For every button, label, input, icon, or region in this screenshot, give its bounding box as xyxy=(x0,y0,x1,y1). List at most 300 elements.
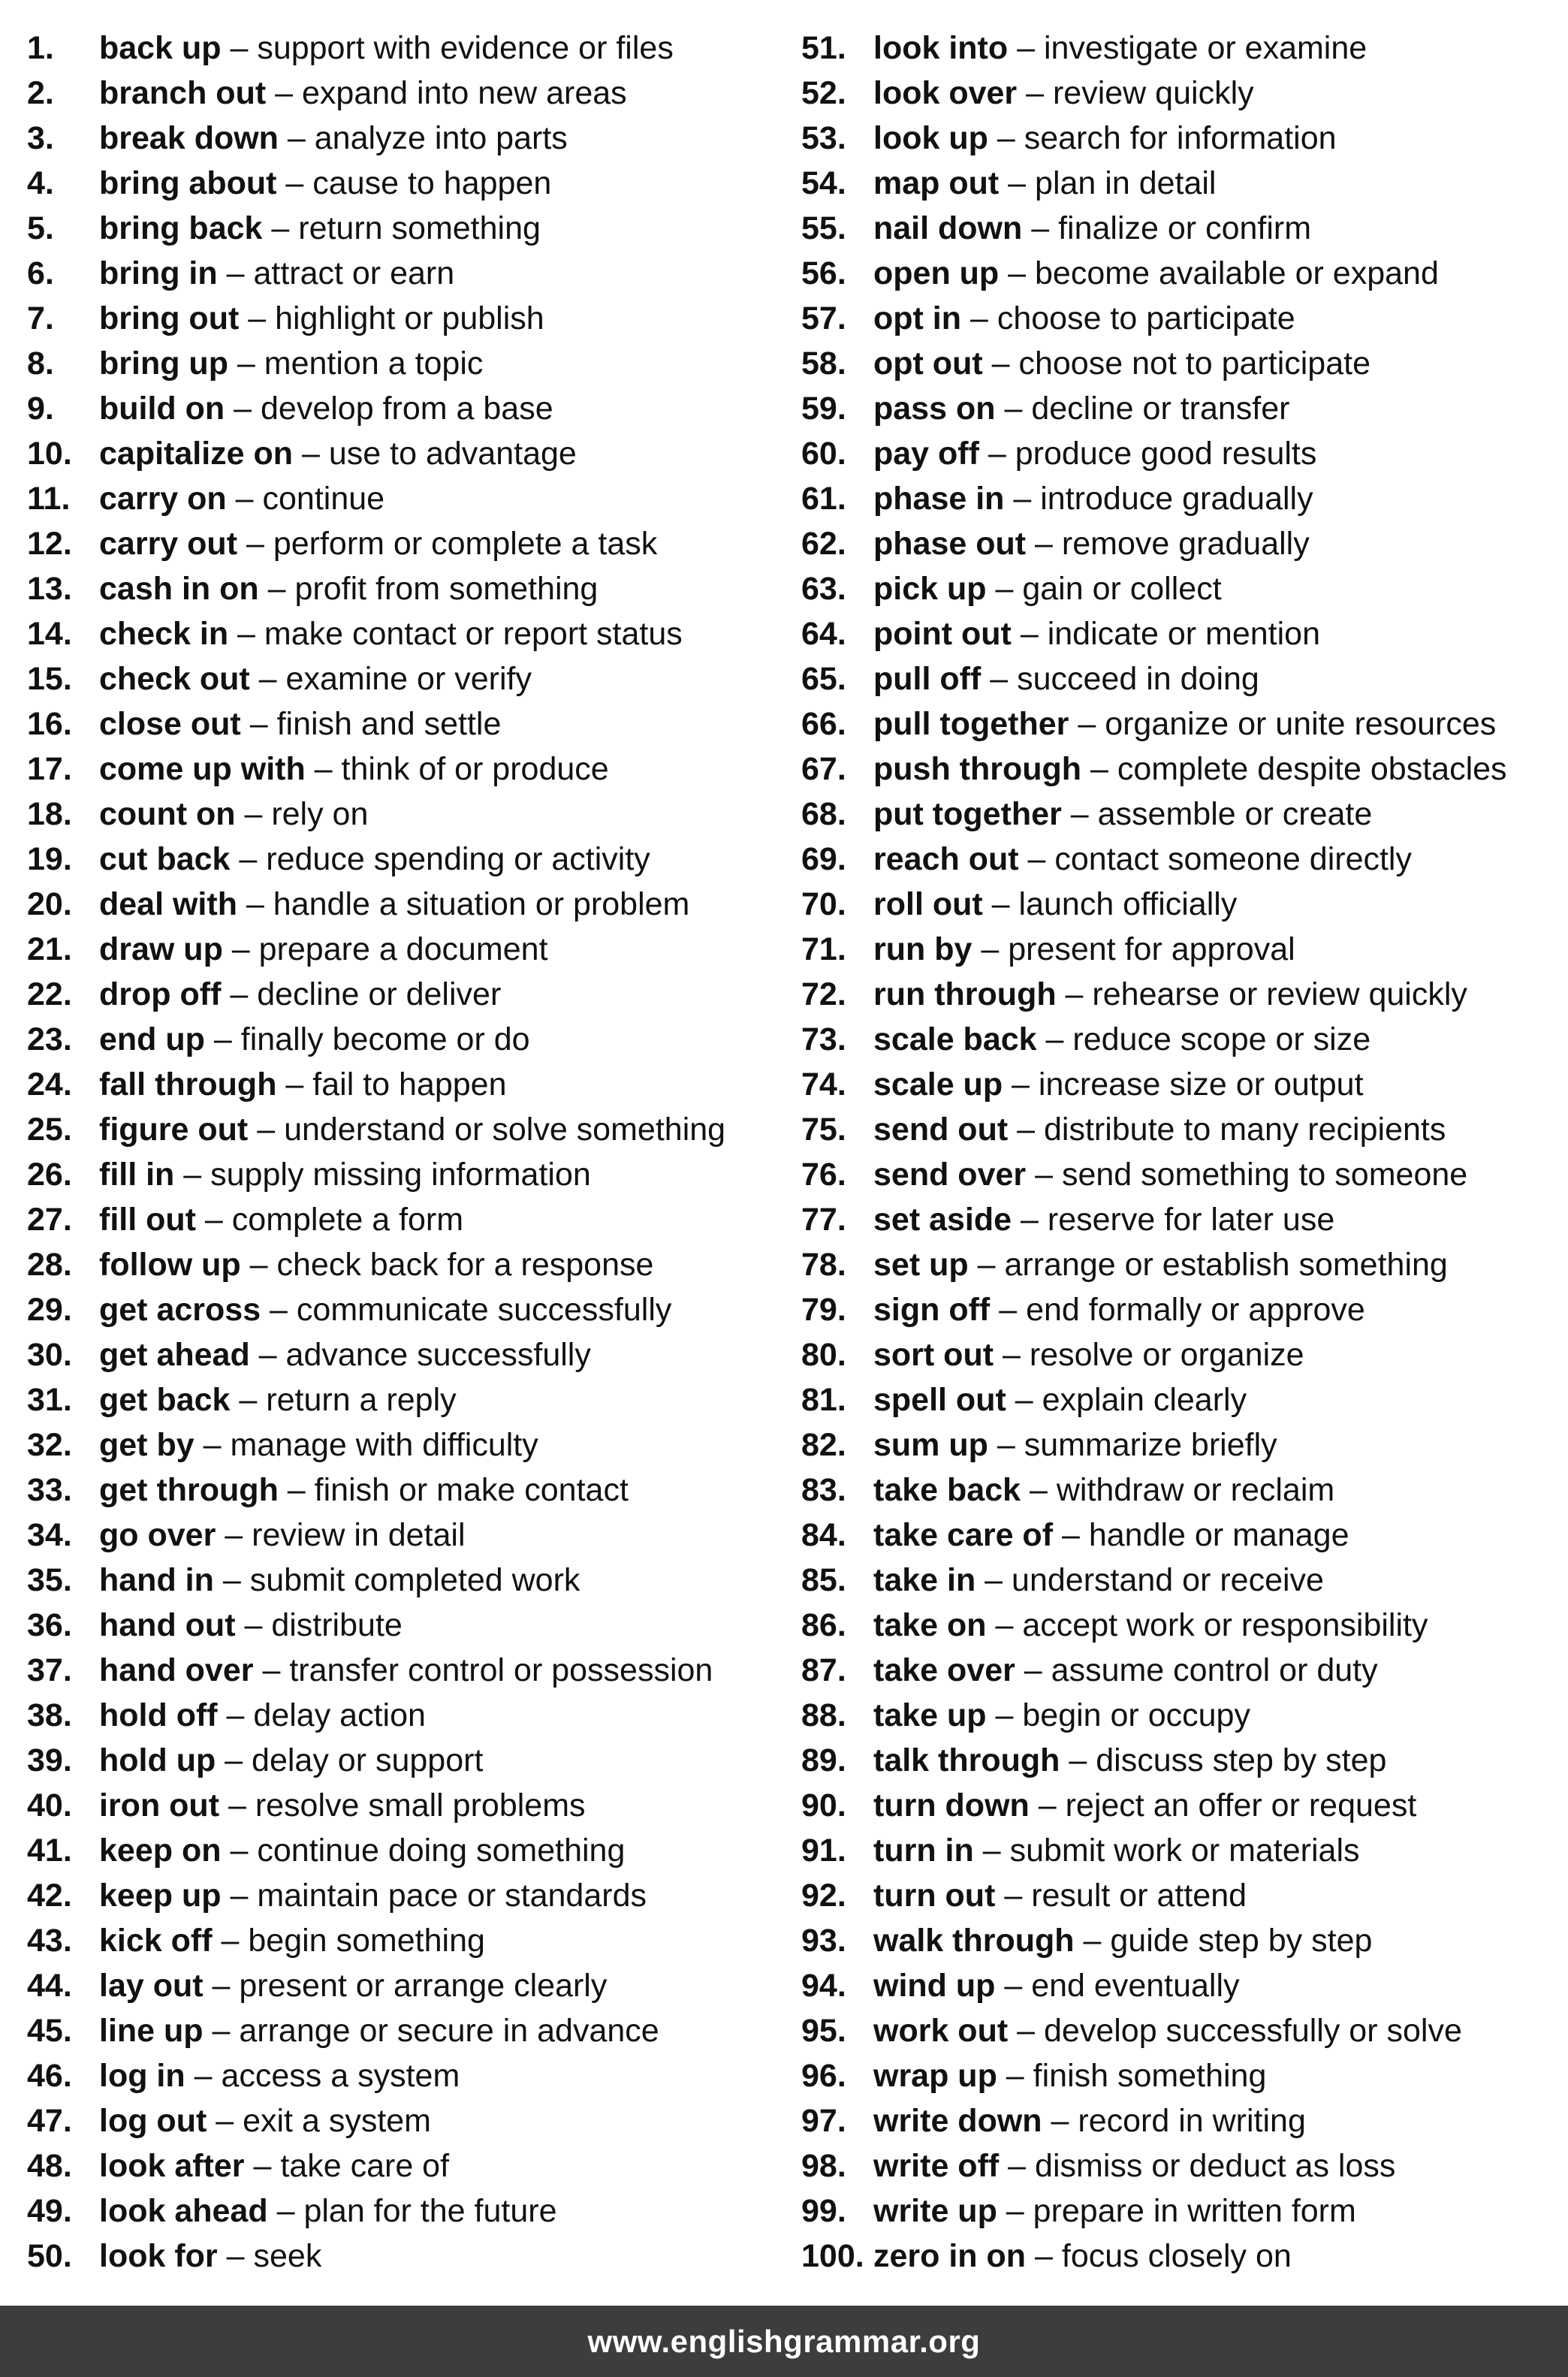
list-item xyxy=(801,927,1560,972)
definition: result or attend xyxy=(1031,1877,1247,1914)
item-number: 3. xyxy=(27,119,54,156)
definition: arrange or secure in advance xyxy=(239,2012,659,2049)
dash-separator: – xyxy=(1012,1201,1048,1238)
phrasal-verb: hand in xyxy=(99,1561,214,1598)
list-item xyxy=(801,972,1560,1017)
definition: plan for the future xyxy=(303,2192,557,2229)
definition: assume control or duty xyxy=(1051,1652,1378,1688)
item-number: 2. xyxy=(27,74,54,111)
definition: understand or solve something xyxy=(284,1111,726,1148)
list-item xyxy=(801,2098,1560,2143)
phrasal-verb: follow up xyxy=(99,1246,241,1283)
dash-separator: – xyxy=(1018,840,1055,877)
list-item xyxy=(801,1738,1560,1783)
definition: return a reply xyxy=(266,1381,457,1418)
list-item xyxy=(801,1693,1560,1738)
dash-separator: – xyxy=(276,1066,313,1103)
phrasal-verb: go over xyxy=(99,1516,216,1553)
phrasal-verb: look for xyxy=(99,2237,218,2274)
definition: resolve small problems xyxy=(255,1787,586,1823)
phrasal-verb: look over xyxy=(873,74,1018,111)
right-column xyxy=(801,26,1560,2279)
phrasal-verb: run through xyxy=(873,976,1057,1012)
item-number: 58. xyxy=(801,345,846,382)
dash-separator: – xyxy=(174,1156,211,1193)
definition: continue xyxy=(262,480,385,517)
item-number: 15. xyxy=(27,660,72,697)
list-item xyxy=(27,71,778,116)
phrasal-verb: log in xyxy=(99,2057,185,2094)
definition: summarize briefly xyxy=(1024,1426,1277,1463)
dash-separator: – xyxy=(1074,1922,1111,1959)
phrasal-verb: close out xyxy=(99,705,241,742)
list-item xyxy=(27,116,778,161)
definition: understand or receive xyxy=(1012,1561,1324,1598)
list-item xyxy=(27,521,778,566)
item-number: 54. xyxy=(801,164,846,201)
dash-separator: – xyxy=(1061,795,1098,832)
dash-separator: – xyxy=(1053,1516,1089,1553)
dash-separator: – xyxy=(1008,29,1044,66)
item-number: 47. xyxy=(27,2102,72,2139)
dash-separator: – xyxy=(1056,976,1093,1012)
dash-separator: – xyxy=(1011,615,1048,652)
definition: choose to participate xyxy=(997,300,1295,336)
dash-separator: – xyxy=(212,1922,249,1959)
phrasal-verb: talk through xyxy=(873,1742,1060,1778)
dash-separator: – xyxy=(1042,2102,1078,2139)
dash-separator: – xyxy=(961,300,997,336)
dash-separator: – xyxy=(293,435,329,472)
item-number: 26. xyxy=(27,1156,72,1193)
list-item xyxy=(27,1107,778,1152)
definition: choose not to participate xyxy=(1018,345,1370,382)
dash-separator: – xyxy=(968,1246,1005,1283)
item-number: 37. xyxy=(27,1652,72,1688)
phrasal-verb: take care of xyxy=(873,1516,1054,1553)
dash-separator: – xyxy=(276,164,313,201)
dash-separator: – xyxy=(1026,525,1062,562)
definition: transfer control or possession xyxy=(289,1652,713,1688)
phrasal-verb: build on xyxy=(99,390,225,427)
definition: send something to someone xyxy=(1061,1156,1468,1193)
dash-separator: – xyxy=(995,1877,1032,1914)
phrasal-verb: look up xyxy=(873,119,988,156)
item-number: 100. xyxy=(801,2237,864,2274)
dash-separator: – xyxy=(1029,1787,1066,1823)
list-item xyxy=(27,1963,778,2008)
definition: submit work or materials xyxy=(1009,1832,1360,1869)
list-item xyxy=(801,71,1560,116)
definition: end formally or approve xyxy=(1026,1291,1365,1328)
list-item xyxy=(801,161,1560,206)
phrasal-verb: take over xyxy=(873,1652,1015,1688)
dash-separator: – xyxy=(978,435,1015,472)
list-item xyxy=(801,2008,1560,2053)
list-item xyxy=(27,2188,778,2234)
list-item xyxy=(801,1197,1560,1242)
item-number: 39. xyxy=(27,1742,72,1778)
dash-separator: – xyxy=(216,1516,252,1553)
item-number: 93. xyxy=(801,1922,846,1959)
definition: finalize or confirm xyxy=(1058,210,1312,246)
phrasal-verb: scale up xyxy=(873,1066,1003,1103)
list-item xyxy=(27,1513,778,1558)
definition: become available or expand xyxy=(1035,255,1439,291)
definition: complete a form xyxy=(231,1201,464,1238)
item-number: 29. xyxy=(27,1291,72,1328)
dash-separator: – xyxy=(1026,2237,1062,2274)
phrasal-verb: get back xyxy=(99,1381,231,1418)
phrasal-verb: fall through xyxy=(99,1066,277,1103)
phrasal-verb: draw up xyxy=(99,931,223,967)
list-item xyxy=(27,1242,778,1287)
dash-separator: – xyxy=(1022,210,1059,246)
phrasal-verb: take back xyxy=(873,1471,1021,1508)
list-item xyxy=(801,1062,1560,1107)
item-number: 9. xyxy=(27,390,54,427)
dash-separator: – xyxy=(266,74,302,111)
phrasal-verb: turn down xyxy=(873,1787,1030,1823)
dash-separator: – xyxy=(261,1291,297,1328)
phrasal-verb: opt out xyxy=(873,345,983,382)
phrasal-verb: check in xyxy=(99,615,229,652)
list-item xyxy=(801,2143,1560,2188)
dash-separator: – xyxy=(1081,750,1117,787)
list-item xyxy=(801,1648,1560,1693)
dash-separator: – xyxy=(219,1787,255,1823)
list-item xyxy=(27,972,778,1017)
item-number: 73. xyxy=(801,1021,846,1057)
item-number: 30. xyxy=(27,1336,72,1373)
definition: perform or complete a task xyxy=(273,525,658,562)
footer-bar xyxy=(0,2306,1568,2377)
list-item xyxy=(27,1332,778,1377)
item-number: 31. xyxy=(27,1381,72,1418)
item-number: 84. xyxy=(801,1516,846,1553)
item-number: 46. xyxy=(27,2057,72,2094)
definition: resolve or organize xyxy=(1029,1336,1304,1373)
definition: maintain pace or standards xyxy=(257,1877,647,1914)
item-number: 24. xyxy=(27,1066,72,1103)
list-item xyxy=(801,1287,1560,1332)
definition: finally become or do xyxy=(240,1021,530,1057)
item-number: 86. xyxy=(801,1606,846,1643)
list-item xyxy=(27,1468,778,1513)
list-item xyxy=(27,1873,778,1918)
phrasal-verb: pull together xyxy=(873,705,1069,742)
definition: use to advantage xyxy=(328,435,577,472)
item-number: 82. xyxy=(801,1426,846,1463)
dash-separator: – xyxy=(975,1561,1012,1598)
list-item xyxy=(27,611,778,656)
list-item xyxy=(801,341,1560,386)
phrasal-verb: look after xyxy=(99,2147,245,2184)
phrasal-verb: send over xyxy=(873,1156,1027,1193)
phrasal-verb: hold off xyxy=(99,1697,218,1733)
phrasal-verb: fill out xyxy=(99,1201,196,1238)
phrasal-verb: write off xyxy=(873,2147,1000,2184)
definition: think of or produce xyxy=(341,750,609,787)
item-number: 99. xyxy=(801,2192,846,2229)
list-item xyxy=(27,1558,778,1603)
list-item xyxy=(27,2098,778,2143)
dash-separator: – xyxy=(217,255,254,291)
phrasal-verb: hold up xyxy=(99,1742,216,1778)
list-item xyxy=(801,1828,1560,1873)
item-number: 25. xyxy=(27,1111,72,1148)
dash-separator: – xyxy=(997,2057,1033,2094)
item-number: 22. xyxy=(27,976,72,1012)
list-item xyxy=(27,882,778,927)
dash-separator: – xyxy=(1036,1021,1073,1057)
definition: indicate or mention xyxy=(1047,615,1321,652)
phrasal-verb: set aside xyxy=(873,1201,1012,1238)
item-number: 55. xyxy=(801,210,846,246)
phrasal-verb: look ahead xyxy=(99,2192,268,2229)
item-number: 42. xyxy=(27,1877,72,1914)
phrasal-verb: count on xyxy=(99,795,236,832)
definition: assemble or create xyxy=(1097,795,1373,832)
item-number: 49. xyxy=(27,2192,72,2229)
item-number: 34. xyxy=(27,1516,72,1553)
item-number: 27. xyxy=(27,1201,72,1238)
phrasal-verb: wind up xyxy=(873,1967,996,2004)
phrasal-verb: sort out xyxy=(873,1336,994,1373)
definition: develop from a base xyxy=(260,390,553,427)
list-item xyxy=(801,2053,1560,2098)
dash-separator: – xyxy=(249,1336,286,1373)
dash-separator: – xyxy=(990,1291,1027,1328)
item-number: 75. xyxy=(801,1111,846,1148)
dash-separator: – xyxy=(278,119,315,156)
list-item xyxy=(27,1738,778,1783)
item-number: 40. xyxy=(27,1787,72,1823)
dash-separator: – xyxy=(226,480,263,517)
phrasal-verb: drop off xyxy=(99,976,222,1012)
list-item xyxy=(27,1693,778,1738)
dash-separator: – xyxy=(1026,1156,1062,1193)
item-number: 6. xyxy=(27,255,54,291)
definition: finish or make contact xyxy=(314,1471,629,1508)
phrasal-verb: bring in xyxy=(99,255,218,291)
dash-separator: – xyxy=(986,570,1023,607)
phrasal-verb: capitalize on xyxy=(99,435,294,472)
item-number: 90. xyxy=(801,1787,846,1823)
phrasal-verb: open up xyxy=(873,255,1000,291)
list-item xyxy=(27,1648,778,1693)
definition: attract or earn xyxy=(253,255,455,291)
definition: prepare a document xyxy=(258,931,548,967)
phrasal-verb: keep up xyxy=(99,1877,222,1914)
definition: submit completed work xyxy=(249,1561,580,1598)
definition: reject an offer or request xyxy=(1065,1787,1417,1823)
list-item xyxy=(27,206,778,251)
definition: expand into new areas xyxy=(301,74,627,111)
phrasal-verb: sum up xyxy=(873,1426,988,1463)
definition: contact someone directly xyxy=(1054,840,1412,877)
dash-separator: – xyxy=(204,1021,241,1057)
definition: finish something xyxy=(1033,2057,1267,2094)
dash-separator: – xyxy=(1006,1381,1042,1418)
item-number: 28. xyxy=(27,1246,72,1283)
phrasal-verb: write up xyxy=(873,2192,997,2229)
list-item xyxy=(27,1377,778,1422)
phrasal-verb: carry out xyxy=(99,525,238,562)
phrasal-verb: spell out xyxy=(873,1381,1006,1418)
left-column xyxy=(27,26,778,2279)
list-item xyxy=(27,1152,778,1197)
item-number: 79. xyxy=(801,1291,846,1328)
item-number: 71. xyxy=(801,931,846,967)
phrasal-verb: pass on xyxy=(873,390,996,427)
dash-separator: – xyxy=(995,1967,1032,2004)
definition: advance successfully xyxy=(285,1336,591,1373)
definition: prepare in written form xyxy=(1033,2192,1356,2229)
dash-separator: – xyxy=(258,570,295,607)
phrasal-verb: wrap up xyxy=(873,2057,997,2094)
list-item xyxy=(27,1422,778,1468)
item-number: 89. xyxy=(801,1742,846,1778)
list-item xyxy=(27,2008,778,2053)
phrasal-verb: kick off xyxy=(99,1922,213,1959)
dash-separator: – xyxy=(1017,74,1053,111)
list-item xyxy=(801,1918,1560,1963)
definition: support with evidence or files xyxy=(257,29,674,66)
list-item xyxy=(27,1197,778,1242)
list-item xyxy=(801,296,1560,341)
item-number: 52. xyxy=(801,74,846,111)
phrasal-verb: turn out xyxy=(873,1877,996,1914)
phrasal-verb: opt in xyxy=(873,300,962,336)
dash-separator: – xyxy=(228,615,264,652)
list-item xyxy=(801,1468,1560,1513)
item-number: 32. xyxy=(27,1426,72,1463)
list-item xyxy=(801,1107,1560,1152)
list-item xyxy=(27,431,778,476)
list-item xyxy=(27,341,778,386)
dash-separator: – xyxy=(228,345,264,382)
item-number: 21. xyxy=(27,931,72,967)
list-item xyxy=(27,476,778,521)
phrasal-verb: get across xyxy=(99,1291,261,1328)
item-number: 13. xyxy=(27,570,72,607)
definition: fail to happen xyxy=(312,1066,507,1103)
dash-separator: – xyxy=(225,390,261,427)
definition: organize or unite resources xyxy=(1105,705,1497,742)
item-number: 14. xyxy=(27,615,72,652)
item-number: 77. xyxy=(801,1201,846,1238)
phrasal-verb: line up xyxy=(99,2012,204,2049)
dash-separator: – xyxy=(203,2012,240,2049)
item-number: 78. xyxy=(801,1246,846,1283)
item-number: 51. xyxy=(801,29,846,66)
phrasal-verb: scale back xyxy=(873,1021,1037,1057)
list-item xyxy=(27,1017,778,1062)
definition: succeed in doing xyxy=(1017,660,1259,697)
phrasal-verb: come up with xyxy=(99,750,306,787)
phrasal-verb: map out xyxy=(873,164,1000,201)
phrasal-verb: get through xyxy=(99,1471,279,1508)
list-item xyxy=(27,701,778,747)
definition: record in writing xyxy=(1078,2102,1306,2139)
phrasal-verb: branch out xyxy=(99,74,267,111)
definition: review in detail xyxy=(252,1516,466,1553)
phrasal-verb: iron out xyxy=(99,1787,220,1823)
item-number: 92. xyxy=(801,1877,846,1914)
definition: finish and settle xyxy=(276,705,502,742)
item-number: 8. xyxy=(27,345,54,382)
dash-separator: – xyxy=(217,2237,254,2274)
phrasal-verb: deal with xyxy=(99,885,237,922)
definition: complete despite obstacles xyxy=(1117,750,1507,787)
definition: rehearse or review quickly xyxy=(1092,976,1467,1012)
dash-separator: – xyxy=(1004,480,1041,517)
definition: distribute to many recipients xyxy=(1043,1111,1446,1148)
item-number: 44. xyxy=(27,1967,72,2004)
dash-separator: – xyxy=(237,885,273,922)
dash-separator: – xyxy=(1021,1471,1057,1508)
list-item xyxy=(801,1017,1560,1062)
definition: present for approval xyxy=(1008,931,1295,967)
item-number: 81. xyxy=(801,1381,846,1418)
phrasal-verb: hand out xyxy=(99,1606,236,1643)
dash-separator: – xyxy=(237,525,273,562)
phrasal-verb: zero in on xyxy=(873,2237,1027,2274)
definition: reserve for later use xyxy=(1047,1201,1335,1238)
list-item xyxy=(27,1783,778,1828)
definition: handle or manage xyxy=(1088,1516,1349,1553)
dash-separator: – xyxy=(248,1111,285,1148)
phrasal-verb: get ahead xyxy=(99,1336,250,1373)
list-item xyxy=(27,251,778,296)
definition: return something xyxy=(298,210,541,246)
item-number: 88. xyxy=(801,1697,846,1733)
list-item xyxy=(801,611,1560,656)
item-number: 70. xyxy=(801,885,846,922)
phrasal-verb: lay out xyxy=(99,1967,204,2004)
definition: review quickly xyxy=(1052,74,1254,111)
phrasal-verb: turn in xyxy=(873,1832,974,1869)
item-number: 53. xyxy=(801,119,846,156)
dash-separator: – xyxy=(988,1426,1024,1463)
list-item xyxy=(27,2053,778,2098)
list-item xyxy=(801,1963,1560,2008)
phrasal-verb: bring about xyxy=(99,164,277,201)
definition: arrange or establish something xyxy=(1004,1246,1448,1283)
item-number: 64. xyxy=(801,615,846,652)
definition: profit from something xyxy=(294,570,599,607)
item-number: 38. xyxy=(27,1697,72,1733)
definition: gain or collect xyxy=(1022,570,1222,607)
item-number: 4. xyxy=(27,164,54,201)
phrasal-verb: figure out xyxy=(99,1111,249,1148)
item-number: 7. xyxy=(27,300,54,336)
phrasal-verb: take up xyxy=(873,1697,987,1733)
definition: remove gradually xyxy=(1061,525,1310,562)
dash-separator: – xyxy=(195,1201,232,1238)
list-item xyxy=(27,386,778,431)
list-item xyxy=(27,1918,778,1963)
phrasal-verb: pull off xyxy=(873,660,982,697)
item-number: 94. xyxy=(801,1967,846,2004)
dash-separator: – xyxy=(230,1381,267,1418)
item-number: 41. xyxy=(27,1832,72,1869)
dash-separator: – xyxy=(207,2102,243,2139)
dash-separator: – xyxy=(986,1697,1023,1733)
dash-separator: – xyxy=(1008,1111,1044,1148)
dash-separator: – xyxy=(999,2147,1036,2184)
